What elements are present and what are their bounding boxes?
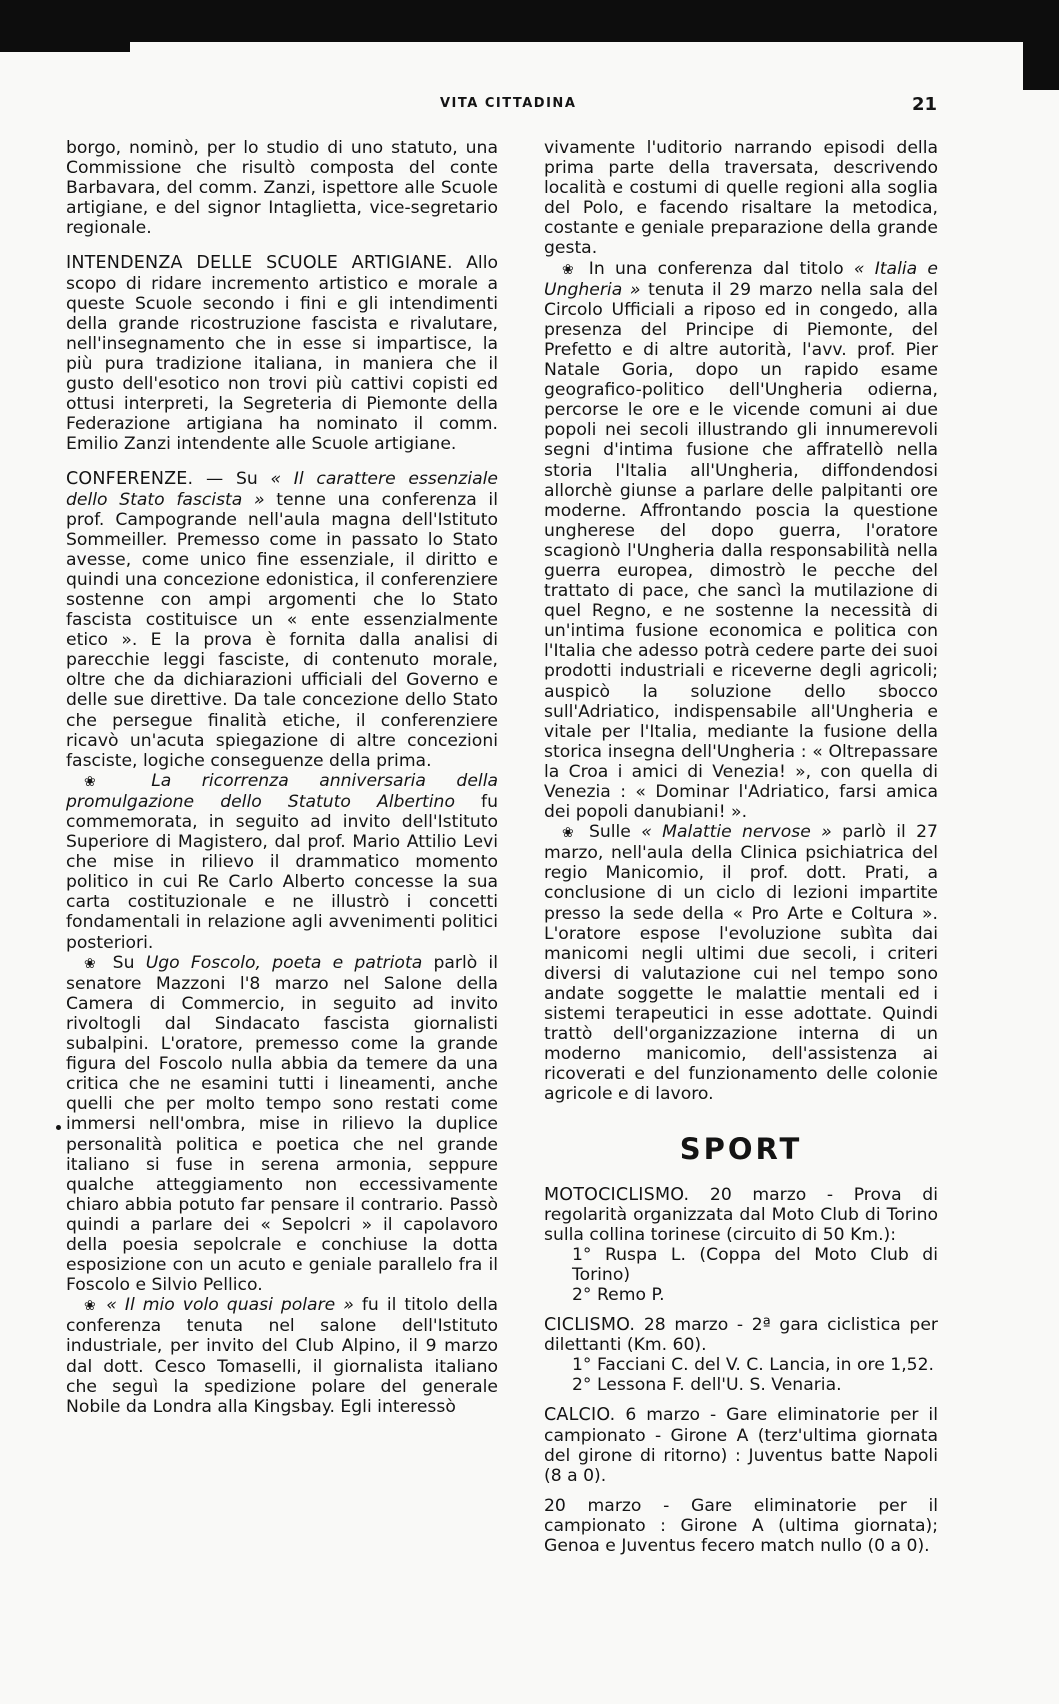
result-item: 2° Remo P.: [572, 1284, 665, 1305]
result-item: 1° Facciani C. del V. C. Lancia, in ore 1,52.: [572, 1355, 935, 1376]
fleuron-icon: ❀: [562, 825, 579, 842]
ciclismo-body: 28 marzo - 2ª gara ciclistica per dilettanti (Km. 60).: [544, 1315, 938, 1356]
malattie-body: parlò il 27 marzo, nell'aula della Clinica psichiatrica del regio Manicomio, il prof. dott. Prati, a conclusione di un ciclo di lezioni impartite presso la sede della « Pro Arte e Coltura ». L'oratore espose l'evoluzione subìta dai manicomi negli ultimi due secoli, i criteri diversi di valutazione cui nel tempo sono andate soggette le malattie mentali ed i sistemi terapeutici in esse adottate. Quindi trattò dell'organizzazione interna di un moderno manicomio, dell'assistenza ai ricoverati e del funzionamento delle colonie agricole e di lavoro.: [544, 822, 938, 1105]
foscolo-title: Ugo Foscolo, poeta e patriota: [145, 952, 423, 973]
paragraph-calcio: [544, 1405, 938, 1485]
scan-edge-notch: [0, 38, 130, 52]
italia-title: « Italia e Ungheria »: [544, 258, 938, 300]
fleuron-icon: ❀: [562, 261, 579, 278]
conferenze-body: tenne una conferenza il prof. Campogrande nell'aula magna dell'Istituto Sommeiller. Premesso come in passato lo Stato avesse, come unico fine essenziale, il diritto e quindi una concezione edonistica, il conferenziere sostenne con ampi argomenti che lo Stato fascista costituisce un « ente essenzialmente etico ». E la prova è fornita dalla analisi di parecchie leggi fasciste, di contenuto morale, oltre che da dichiarazioni ufficiali del Governo e delle sue direttive. Da tale concezione dello Stato che persegue finalità etiche, il conferenziere ricavò un'acuta spiegazione di altre concezioni fasciste, logiche conseguenze della prima.: [66, 489, 498, 771]
paragraph-statuto-albertino: [66, 771, 498, 953]
section-head-motociclismo: MOTOCICLISMO.: [544, 1184, 690, 1205]
fleuron-icon: ❀: [84, 955, 102, 972]
section-head-intendenza: INTENDENZA DELLE SCUOLE ARTIGIANE.: [66, 253, 453, 274]
paragraph-ciclismo: [544, 1315, 938, 1355]
foscolo-body: parlò il senatore Mazzoni l'8 marzo nel Salone della Camera di Commercio, in seguito ad invito rivoltogli dal Sindacato fascista giornalisti subalpini. L'oratore, premesso come la grande figura del Foscolo nulla abbia da temere da una critica che ne esamini tutti i lineamenti, anche quelli che per molto tempo sono restati come immersi nell'ombra, mise in rilievo la duplice personalità politica e poetica che nel grande italiano si fuse in serena armonia, seppure qualche atteggiamento non eccessivamente chiaro abbia potuto far pensare il contrario. Passò quindi a parlare dei « Sepolcri » il capolavoro della poesia sepolcrale e conchiuse la dotta esposizione con un acuto e geniale parallelo fra il Foscolo e Silvio Pellico.: [66, 952, 498, 1296]
left-column: [66, 138, 498, 1417]
fleuron-icon: ❀: [84, 1298, 99, 1315]
section-head-calcio: CALCIO.: [544, 1405, 616, 1426]
paragraph-foscolo: [66, 953, 498, 1296]
margin-dot: [56, 1125, 61, 1130]
section-head-conferenze: CONFERENZE.: [66, 469, 194, 490]
sport-section-title: SPORT: [679, 1131, 803, 1166]
foscolo-prefix: Su: [112, 952, 135, 973]
page-number: 21: [912, 94, 938, 115]
malattie-title: « Malattie nervose »: [641, 822, 832, 843]
paragraph-motociclismo: [544, 1185, 938, 1245]
calcio-body: 6 marzo - Gare eliminatorie per il campionato - Girone A (terz'ultima giornata del girone di ritorno) : Juventus batte Napoli (8 a 0).: [544, 1405, 938, 1486]
scan-edge-shadow: [0, 0, 1059, 42]
conferenze-dash: — Su: [206, 469, 258, 490]
paragraph-volo-polare: [66, 1295, 498, 1417]
paragraph-traversata: vivamente l'uditorio narrando episodi della prima parte della traversata, descrivendo località e costumi di quelle regioni alla soglia del Polo, e facendo risaltare la metodica, costante e geniale preparazione della grande gesta.: [544, 138, 938, 259]
right-column: [544, 138, 938, 1556]
polare-title: « Il mio volo quasi polare »: [106, 1295, 354, 1316]
italia-prefix: In una conferenza dal titolo: [588, 258, 844, 279]
statuto-title: La ricorrenza anniversaria della promulgazione dello Statuto Albertino: [66, 770, 498, 812]
intendenza-body: Allo scopo di ridare incremento artistico e morale a queste Scuole secondo i fini e gli intendimenti della grande ricostruzione fascista e rivalutare, nell'insegnamento che in esse si impartisce, la più pura tradizione italiana, in maniera che il gusto dell'esotico non trovi più cattivi copisti ed ottusi interpreti, la Segreteria di Piemonte della Federazione artigiana ha nominato il comm. Emilio Zanzi intendente alle Scuole artigiane.: [66, 253, 498, 455]
malattie-prefix: Sulle: [588, 822, 631, 843]
statuto-body: fu commemorata, in seguito ad invito dell'Istituto Superiore di Magistero, dal prof. Mario Attilio Levi che mise in rilievo il drammatico momento politico in cui Re Carlo Alberto concesse la sua carta costituzionale e ne illustrò i concetti fondamentali in relazione agli avvenimenti politici posteriori.: [66, 791, 498, 953]
scan-edge-right: [1023, 0, 1059, 90]
paragraph-statuto-commissione: borgo, nominò, per lo studio di uno statuto, una Commissione che risultò composta del conte Barbavara, del comm. Zanzi, ispettore alle Scuole artigiane, e del signor Intaglietta, vice-segretario regionale.: [66, 138, 498, 239]
result-item: 2° Lessona F. dell'U. S. Venaria.: [572, 1375, 842, 1396]
motociclismo-body: 20 marzo - Prova di regolarità organizzata dal Moto Club di Torino sulla collina torinese (circuito di 50 Km.):: [544, 1184, 938, 1245]
conferenze-title: « Il carattere essenziale dello Stato fascista »: [66, 469, 498, 510]
paragraph-conferenze: [66, 469, 498, 770]
paragraph-calcio-2: 20 marzo - Gare eliminatorie per il campionato : Girone A (ultima giornata); Genoa e Juventus fecero match nullo (0 a 0).: [544, 1495, 938, 1556]
paragraph-intendenza: [66, 253, 498, 454]
paragraph-malattie-nervose: [544, 822, 938, 1104]
italia-body: tenuta il 29 marzo nella sala del Circolo Ufficiali a riposo ed in congedo, alla presenza del Principe di Piemonte, del Prefetto e di altre autorità, l'avv. prof. Pier Natale Goria, dopo un rapido esame geografico-politico dell'Ungheria odierna, percorse le ore e le vicende comuni ai due popoli nei secoli illustrando gli innumerevoli segni d'intima fusione che affratellò nella storia l'Italia all'Ungheria, diffondendosi allorchè giunse a parlare delle palpitanti ore moderne. Affrontando poscia la questione ungherese del dopo guerra, l'oratore scagionò l'Ungheria dalla responsabilità nella guerra europea, dimostrò le pecche del trattato di pace, che sancì la mutilazione di quel Regno, e ne sostenne la necessità di un'intima fusione economica e politica con l'Italia che adesso potrà cedere parte dei suoi prodotti industriali e riceverne degli agricoli; auspicò la soluzione dello sbocco sull'Adriatico, indispensabile all'Ungheria e vitale per l'Italia, mediante la fusione della storica insegna dell'Ungheria : « Oltrepassare la Croa i amici di Venezia! », con quella di Venezia : « Dominar l'Adriatico, farsi amica dei popoli danubiani! ».: [544, 279, 939, 823]
result-item: 1° Ruspa L. (Coppa del Moto Club di Torino): [572, 1244, 938, 1285]
polare-body: fu il titolo della conferenza tenuta nel salone dell'Istituto industriale, per invito del Club Alpino, il 9 marzo dal dott. Cesco Tomaselli, il giornalista italiano che seguì la spedizione polare del generale Nobile da Londra alla Kingsbay. Egli interessò: [66, 1295, 499, 1417]
section-head-ciclismo: CICLISMO.: [544, 1315, 636, 1336]
paragraph-italia-ungheria: [544, 259, 938, 823]
fleuron-icon: ❀: [84, 773, 121, 790]
running-title: VITA CITTADINA: [440, 96, 577, 111]
